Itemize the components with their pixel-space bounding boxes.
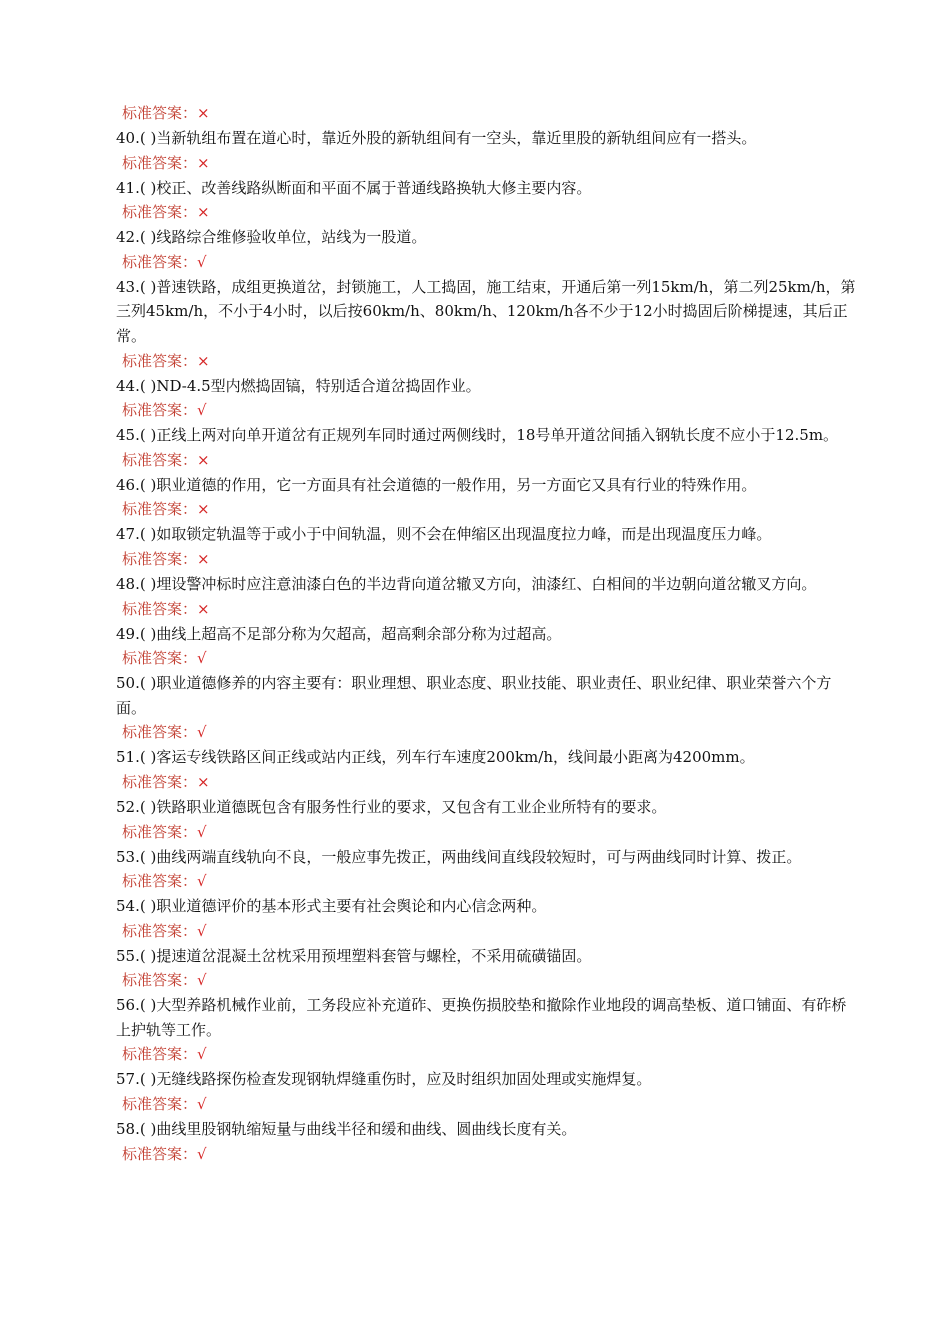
answer-mark: × [197,772,210,791]
answer-line [116,1042,856,1067]
answer-label: 标准答案： [122,401,198,420]
answer-label: 标准答案： [122,252,198,271]
question-text: 58.( )曲线里股钢轨缩短量与曲线半径和缓和曲线、圆曲线长度有关。 [116,1120,577,1139]
answer-mark: × [197,153,210,172]
answer-mark: × [197,549,210,568]
question-item [116,671,856,720]
question-text: 57.( )无缝线路探伤检查发现钢轨焊缝重伤时，应及时组织加固处理或实施焊复。 [116,1070,652,1089]
answer-line [116,448,856,473]
question-text: 42.( )线路综合维修验收单位，站线为一股道。 [116,228,427,247]
question-item [116,622,856,647]
answer-line [116,1092,856,1117]
answer-line [116,968,856,993]
answer-line [116,1142,856,1167]
question-text: 52.( )铁路职业道德既包含有服务性行业的要求，又包含有工业企业所特有的要求。 [116,797,667,816]
question-text: 43.( )普速铁路，成组更换道岔，封锁施工，人工捣固，施工结束，开通后第一列15km/h，第二列25km/h，第三列45km/h，不小于4小时，以后按60km/h、80km/h、120km/h各不少于12小时捣固后阶梯提速，其后正常。 [116,277,856,345]
question-item [116,894,856,919]
answer-line [116,646,856,671]
answer-line [116,497,856,522]
answer-mark: √ [197,401,207,420]
answer-label: 标准答案： [122,351,198,370]
answer-line [116,349,856,374]
question-item [116,423,856,448]
question-text: 53.( )曲线两端直线轨向不良，一般应事先拨正，两曲线间直线段较短时，可与两曲线同时计算、拨正。 [116,847,802,866]
question-item [116,275,856,349]
answer-label: 标准答案： [122,971,198,990]
question-text: 55.( )提速道岔混凝土岔枕采用预埋塑料套管与螺栓，不采用硫磺锚固。 [116,946,592,965]
answer-label: 标准答案： [122,649,198,668]
answer-mark: × [197,104,210,122]
question-text: 48.( )埋设警冲标时应注意油漆白色的半边背向道岔辙叉方向，油漆红、白相间的半边朝向道岔辙叉方向。 [116,574,817,593]
answer-mark: √ [197,1095,207,1114]
answer-line [116,720,856,745]
question-item [116,522,856,547]
answer-line [116,770,856,795]
answer-line [116,547,856,572]
answer-mark: × [197,500,210,519]
question-text: 50.( )职业道德修养的内容主要有：职业理想、职业态度、职业技能、职业责任、职业纪律、职业荣誉六个方面。 [116,674,832,717]
answer-mark: × [197,450,210,469]
answer-label: 标准答案： [122,500,198,519]
answer-label: 标准答案： [122,822,198,841]
question-item [116,745,856,770]
question-item [116,176,856,201]
question-item [116,126,856,151]
question-item [116,572,856,597]
question-item [116,845,856,870]
answer-mark: √ [197,649,207,668]
answer-line [116,200,856,225]
answer-mark: √ [197,1045,207,1064]
answer-label: 标准答案： [122,450,198,469]
answer-label: 标准答案： [122,203,198,222]
answer-mark: √ [197,1144,207,1163]
answer-line [116,398,856,423]
answer-mark: √ [197,822,207,841]
question-text: 56.( )大型养路机械作业前，工务段应补充道砟、更换伤损胶垫和撤除作业地段的调高垫板、道口铺面、有砟桥上护轨等工作。 [116,996,847,1039]
question-text: 54.( )职业道德评价的基本形式主要有社会舆论和内心信念两种。 [116,897,547,916]
question-text: 40.( )当新轨组布置在道心时，靠近外股的新轨组间有一空头，靠近里股的新轨组间应有一搭头。 [116,129,757,147]
answer-label: 标准答案： [122,872,198,891]
answer-line [116,597,856,622]
question-item [116,795,856,820]
answer-label: 标准答案： [122,723,198,742]
answer-line [116,919,856,944]
answer-label: 标准答案： [122,772,198,791]
answer-mark: × [197,351,210,370]
question-item [116,1067,856,1092]
question-text: 44.( )ND-4.5型内燃捣固镐，特别适合道岔捣固作业。 [116,376,481,395]
question-text: 46.( )职业道德的作用，它一方面具有社会道德的一般作用，另一方面它又具有行业的特殊作用。 [116,475,757,494]
question-item [116,1117,856,1142]
question-text: 45.( )正线上两对向单开道岔有正规列车同时通过两侧线时，18号单开道岔间插入钢轨长度不应小于12.5m。 [116,426,839,445]
answer-label: 标准答案： [122,1045,198,1064]
answer-mark: √ [197,252,207,271]
question-item [116,374,856,399]
answer-mark: √ [197,921,207,940]
answer-label: 标准答案： [122,1144,198,1163]
answer-mark: × [197,203,210,222]
answer-mark: √ [197,723,207,742]
question-text: 41.( )校正、改善线路纵断面和平面不属于普通线路换轨大修主要内容。 [116,178,592,197]
answer-label: 标准答案： [122,1095,198,1114]
answer-label: 标准答案： [122,153,198,172]
question-text: 47.( )如取锁定轨温等于或小于中间轨温，则不会在伸缩区出现温度拉力峰，而是出现温度压力峰。 [116,525,772,544]
answer-mark: √ [197,971,207,990]
question-list [116,101,856,1167]
question-item [116,225,856,250]
answer-line [116,869,856,894]
answer-label: 标准答案： [122,921,198,940]
answer-line [116,820,856,845]
answer-line [116,101,856,126]
question-text: 51.( )客运专线铁路区间正线或站内正线，列车行车速度200km/h，线间最小距离为4200mm。 [116,748,755,767]
answer-label: 标准答案： [122,104,198,122]
question-item [116,473,856,498]
answer-label: 标准答案： [122,549,198,568]
answer-mark: √ [197,872,207,891]
question-item [116,993,856,1042]
answer-line [116,250,856,275]
answer-line [116,151,856,176]
question-text: 49.( )曲线上超高不足部分称为欠超高，超高剩余部分称为过超高。 [116,624,562,643]
answer-mark: × [197,599,210,618]
answer-label: 标准答案： [122,599,198,618]
question-item [116,944,856,969]
